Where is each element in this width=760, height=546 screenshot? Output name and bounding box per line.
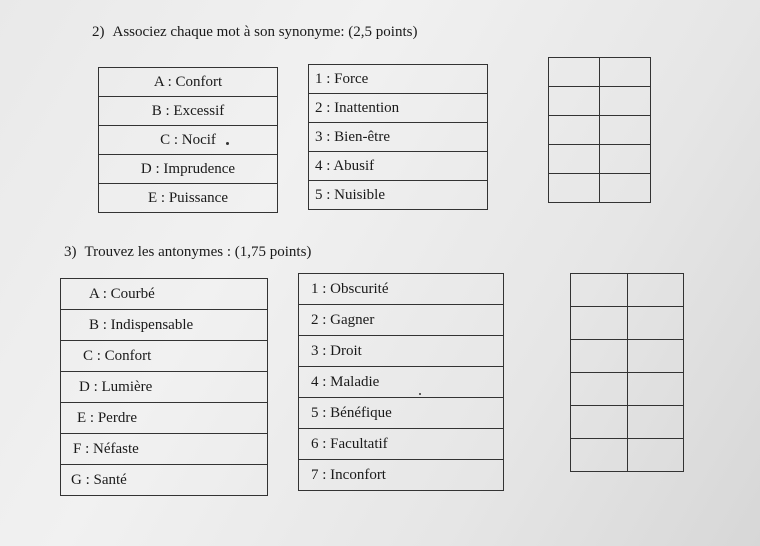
section-2-answer-grid — [548, 57, 651, 203]
answer-cell[interactable] — [627, 406, 684, 439]
section-3-word-f: F : Néfaste — [61, 434, 268, 465]
answer-cell[interactable] — [600, 116, 651, 145]
answer-cell[interactable] — [627, 274, 684, 307]
answer-cell[interactable] — [549, 145, 600, 174]
pen-dot — [226, 142, 229, 145]
section-2-synonym-3: 3 : Bien-être — [309, 123, 488, 152]
answer-cell[interactable] — [549, 174, 600, 203]
section-3-antonym-7: 7 : Inconfort — [299, 460, 504, 491]
section-3-answer-grid — [570, 273, 684, 472]
section-3-antonym-5: 5 : Bénéfique — [299, 398, 504, 429]
section-2-word-d: D : Imprudence — [99, 155, 278, 184]
section-2-synonym-5: 5 : Nuisible — [309, 181, 488, 210]
section-3-word-b: B : Indispensable — [61, 310, 268, 341]
answer-cell[interactable] — [627, 439, 684, 472]
section-2-word-c: C : Nocif — [99, 126, 278, 155]
answer-cell[interactable] — [600, 145, 651, 174]
section-3-heading — [64, 244, 311, 261]
answer-cell[interactable] — [627, 373, 684, 406]
section-3-word-c: C : Confort — [61, 341, 268, 372]
section-3-antonym-6: 6 : Facultatif — [299, 429, 504, 460]
section-3-word-a: A : Courbé — [61, 279, 268, 310]
section-3-word-e: E : Perdre — [61, 403, 268, 434]
answer-cell[interactable] — [600, 58, 651, 87]
section-3-words-table — [60, 278, 268, 496]
section-3-antonym-1: 1 : Obscurité — [299, 274, 504, 305]
answer-cell[interactable] — [549, 58, 600, 87]
answer-cell[interactable] — [571, 406, 628, 439]
section-3-antonym-2: 2 : Gagner — [299, 305, 504, 336]
answer-cell[interactable] — [627, 340, 684, 373]
section-3-title: Trouvez les antonymes : (1,75 points) — [84, 244, 312, 260]
answer-cell[interactable] — [549, 116, 600, 145]
section-3-number: 3) — [64, 244, 77, 260]
answer-cell[interactable] — [571, 373, 628, 406]
section-2-number: 2) — [92, 24, 105, 40]
answer-cell[interactable] — [600, 87, 651, 116]
section-3-word-g: G : Santé — [61, 465, 268, 496]
answer-cell[interactable] — [571, 439, 628, 472]
section-2-synonym-1: 1 : Force — [309, 65, 488, 94]
section-2-words-table — [98, 67, 278, 213]
answer-cell[interactable] — [549, 87, 600, 116]
answer-cell[interactable] — [600, 174, 651, 203]
section-2-word-b: B : Excessif — [99, 97, 278, 126]
section-3-word-d: D : Lumière — [61, 372, 268, 403]
section-3-antonyms-table — [298, 273, 504, 491]
section-2-word-e: E : Puissance — [99, 184, 278, 213]
section-2-synonym-4: 4 : Abusif — [309, 152, 488, 181]
answer-cell[interactable] — [571, 340, 628, 373]
answer-cell[interactable] — [627, 307, 684, 340]
section-2-synonym-2: 2 : Inattention — [309, 94, 488, 123]
section-3-antonym-3: 3 : Droit — [299, 336, 504, 367]
section-3-antonym-4: 4 : Maladie — [299, 367, 504, 398]
pen-dot — [419, 393, 421, 395]
section-2-title: Associez chaque mot à son synonyme: (2,5 points) — [112, 24, 418, 40]
section-2-synonyms-table — [308, 64, 488, 210]
answer-cell[interactable] — [571, 274, 628, 307]
answer-cell[interactable] — [571, 307, 628, 340]
section-2-heading — [92, 24, 417, 41]
section-2-word-a: A : Confort — [99, 68, 278, 97]
